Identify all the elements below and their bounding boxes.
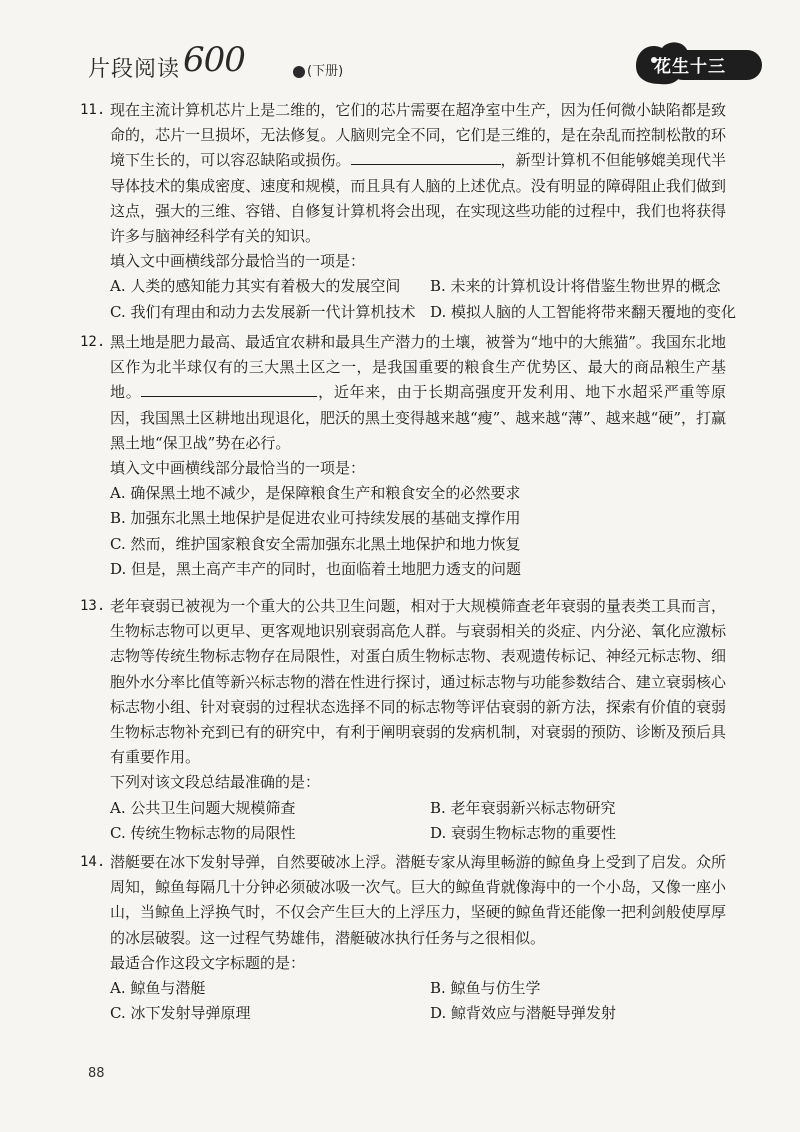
- option-c[interactable]: C. 然而，维护国家粮食安全需加强东北黑土地保护和地力恢复: [110, 534, 521, 553]
- stem-text-after: ，新型计算机不但能够媲美现代半导体技术的集成密度、速度和规模，而且具有人脑的上述优点。没有明显的障碍阻止我们做到这点，强大的三维、容错、自修复计算机将会出现，在实现这些功能的过程中，我们也将获得许多与脑神经科学有关的知识。: [110, 151, 726, 246]
- option-d[interactable]: D. 但是，黑土高产丰产的同时，也面临着土地肥力透支的问题: [110, 559, 522, 578]
- option-a[interactable]: A. 鲸鱼与潜艇: [110, 979, 206, 998]
- question-stem: [110, 330, 726, 456]
- answer-blank: [141, 382, 317, 397]
- question-prompt: 填入文中画横线部分最恰当的一项是：: [110, 459, 366, 478]
- question-stem: [110, 98, 726, 249]
- question-14: [80, 850, 726, 1026]
- question-number: 14.: [80, 854, 106, 870]
- book-title: 片段阅读: [88, 57, 181, 82]
- option-a[interactable]: A. 公共卫生问题大规模筛查: [110, 798, 296, 817]
- option-c[interactable]: C. 冰下发射导弹原理: [110, 1004, 251, 1023]
- option-b[interactable]: B. 加强东北黑土地保护是促进农业可持续发展的基础支撑作用: [110, 509, 521, 528]
- question-12: [80, 330, 727, 582]
- page-header: [88, 40, 768, 90]
- options: [110, 274, 737, 324]
- option-d[interactable]: D. 衰弱生物标志物的重要性: [430, 823, 617, 842]
- question-number: 12.: [80, 334, 106, 350]
- question-prompt: 最适合作这段文字标题的是：: [110, 953, 306, 972]
- answer-blank: [351, 150, 501, 165]
- stem-text-after: ，近年来，由于长期高强度开发利用、地下水超采严重等原因，我国黑土区耕地出现退化，肥沃的黑土变得越来越“瘦”、越来越“薄”、越来越“硬”，打赢黑土地“保卫战”势在必行。: [110, 383, 727, 452]
- book-volume-label: (下册): [307, 64, 344, 79]
- options: [110, 481, 726, 582]
- option-b[interactable]: B. 老年衰弱新兴标志物研究: [430, 798, 616, 817]
- option-a[interactable]: A. 确保黑土地不减少，是保障粮食生产和粮食安全的必然要求: [110, 484, 521, 503]
- brand-logo: [628, 38, 768, 86]
- question-13: [80, 594, 726, 846]
- question-stem: 老年衰弱已被视为一个重大的公共卫生问题，相对于大规模筛查老年衰弱的量表类工具而言，生物标志物可以更早、更客观地识别衰弱高危人群。与衰弱相关的炎症、内分泌、氧化应激标志物等传统生物标志物存在局限性，对蛋白质生物标志物、表观遗传标记、神经元标志物、细胞外水分率比值等新兴标志物的潜在性进行探讨，通过标志物与功能参数结合、建立衰弱核心标志物小组、针对衰弱的过程状态选择不同的标志物等评估衰弱的新方法，探索有价值的衰弱生物标志物补充到已有的研究中，有利于阐明衰弱的发病机制，对衰弱的预防、诊断及预后具有重要作用。: [110, 597, 726, 767]
- question-prompt: 填入文中画横线部分最恰当的一项是：: [110, 252, 366, 271]
- stem-text-before: 现在主流计算机芯片上是二维的，它们的芯片需要在超净室中生产，因为任何微小缺陷都是致命的，芯片一旦损坏，无法修复。人脑则完全不同，它们是三维的，是在杂乱而控制松散的环境下生长的，可以容忍缺陷或损伤。: [110, 101, 726, 170]
- option-d[interactable]: D. 鲸背效应与潜艇导弹发射: [430, 1004, 617, 1023]
- question-11: [80, 98, 737, 325]
- question-prompt: 下列对该文段总结最准确的是：: [110, 773, 321, 792]
- dot-icon: [293, 66, 305, 78]
- question-number: 11.: [80, 102, 106, 118]
- option-d[interactable]: D. 模拟人脑的人工智能将带来翻天覆地的变化: [430, 302, 737, 321]
- option-b[interactable]: B. 未来的计算机设计将借鉴生物世界的概念: [430, 277, 721, 296]
- page-number: 88: [88, 1066, 105, 1081]
- question-stem: 潜艇要在冰下发射导弹，自然要破冰上浮。潜艇专家从海里畅游的鲸鱼身上受到了启发。众所周知，鲸鱼每隔几十分钟必须破冰吸一次气。巨大的鲸鱼背就像海中的一个小岛，又像一座小山，当鲸鱼上浮换气时，不仅会产生巨大的上浮压力，坚硬的鲸鱼背还能像一把利剑般使厚厚的冰层破裂。这一过程气势雄伟，潜艇破冰执行任务与之很相似。: [110, 853, 726, 947]
- option-c[interactable]: C. 传统生物标志物的局限性: [110, 823, 296, 842]
- options: [110, 976, 726, 1026]
- book-volume: [293, 60, 343, 79]
- stem-text-before: 黑土地是肥力最高、最适宜农耕和最具生产潜力的土壤，被誉为“地中的大熊猫”。我国东北地区作为北半球仅有的三大黑土区之一，是我国重要的粮食生产优势区、最大的商品粮生产基地。: [110, 333, 726, 402]
- brand-text: 花生十三: [654, 57, 726, 77]
- option-b[interactable]: B. 鲸鱼与仿生学: [430, 979, 541, 998]
- question-number: 13.: [80, 598, 106, 614]
- option-c[interactable]: C. 我们有理由和动力去发展新一代计算机技术: [110, 302, 416, 321]
- option-a[interactable]: A. 人类的感知能力其实有着极大的发展空间: [110, 277, 401, 296]
- options: [110, 796, 726, 846]
- book-number: 600: [183, 40, 245, 80]
